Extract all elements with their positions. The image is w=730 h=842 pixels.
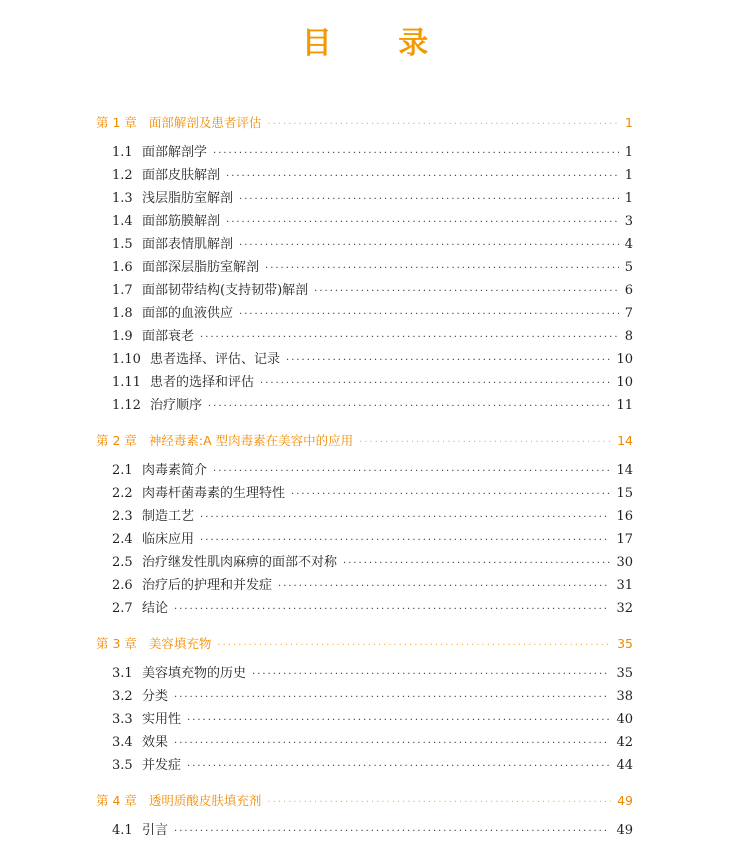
dot-leader [267,115,619,135]
entry-page-number: 42 [616,735,633,750]
entry-page-number: 14 [617,433,633,448]
entry-page-number: 30 [616,555,633,570]
entry-number: 3.2 [112,689,133,704]
dot-leader [213,144,619,164]
entry-number: 4.1 [112,823,133,838]
toc-section-entry[interactable] [112,143,633,163]
toc-section-entry[interactable] [112,507,633,527]
entry-page-number: 8 [624,329,633,344]
entry-page-number: 17 [616,532,633,547]
dot-leader [239,236,619,256]
entry-page-number: 1 [625,115,633,130]
toc-section-entry[interactable] [112,373,633,393]
entry-title: 并发症 [142,758,182,773]
dot-leader [217,636,611,656]
entry-number: 3.3 [112,712,133,727]
entry-page-number: 35 [616,666,633,681]
toc-section-entry[interactable] [112,821,633,841]
entry-title: 分类 [142,689,169,704]
dot-leader [359,433,611,453]
toc-section-entry[interactable] [112,530,633,550]
entry-number: 1.9 [112,329,133,344]
toc-section-entry[interactable] [112,576,633,596]
dot-leader [174,688,610,708]
dot-leader [174,600,610,620]
toc-section-entry[interactable] [112,710,633,730]
entry-title: 面部表情肌解剖 [142,237,234,252]
entry-number: 2.7 [112,601,133,616]
entry-number: 第 3 章 [96,636,137,651]
dot-leader [213,462,610,482]
toc-chapter-entry[interactable] [96,634,633,654]
entry-number: 1.1 [112,145,133,160]
toc-section-entry[interactable] [112,235,633,255]
dot-leader [343,554,610,574]
entry-title: 患者的选择和评估 [150,375,255,390]
entry-title: 实用性 [142,712,182,727]
entry-page-number: 44 [616,758,633,773]
dot-leader [208,397,610,417]
entry-page-number: 35 [617,636,633,651]
dot-leader [226,167,619,187]
entry-number: 1.4 [112,214,133,229]
entry-page-number: 31 [616,578,633,593]
entry-page-number: 15 [616,486,633,501]
dot-leader [267,793,611,813]
dot-leader [291,485,610,505]
dot-leader [239,190,619,210]
entry-page-number: 3 [624,214,633,229]
entry-title: 肉毒杆菌毒素的生理特性 [142,486,286,501]
toc-section-entry[interactable] [112,304,633,324]
entry-page-number: 4 [624,237,633,252]
toc-section-entry[interactable] [112,687,633,707]
entry-page-number: 14 [616,463,633,478]
dot-leader [174,734,610,754]
entry-number: 第 4 章 [96,793,137,808]
entry-title: 面部解剖及患者评估 [148,115,262,130]
entry-title: 临床应用 [142,532,195,547]
entry-page-number: 49 [616,823,633,838]
toc-section-entry[interactable] [112,327,633,347]
entry-page-number: 1 [624,168,633,183]
toc-section-entry[interactable] [112,599,633,619]
dot-leader [252,665,610,685]
entry-number: 第 1 章 [96,115,137,130]
entry-number: 第 2 章 [96,433,137,448]
entry-number: 1.11 [112,375,141,390]
entry-title: 制造工艺 [142,509,195,524]
entry-title: 结论 [142,601,169,616]
toc-section-entry[interactable] [112,396,633,416]
entry-title: 治疗继发性肌肉麻痹的面部不对称 [142,555,338,570]
entry-title: 面部深层脂肪室解剖 [142,260,260,275]
entry-number: 2.3 [112,509,133,524]
toc-section-entry[interactable] [112,664,633,684]
toc-chapter-entry[interactable] [96,431,633,451]
entry-title: 效果 [142,735,169,750]
entry-title: 浅层脂肪室解剖 [142,191,234,206]
toc-section-entry[interactable] [112,258,633,278]
entry-title: 美容填充物的历史 [142,666,247,681]
toc-section-entry[interactable] [112,212,633,232]
entry-number: 1.12 [112,398,141,413]
entry-number: 1.2 [112,168,133,183]
entry-page-number: 49 [617,793,633,808]
entry-page-number: 7 [624,306,633,321]
entry-title: 面部的血液供应 [142,306,234,321]
entry-number: 1.8 [112,306,133,321]
entry-number: 1.5 [112,237,133,252]
entry-number: 2.4 [112,532,133,547]
dot-leader [200,508,610,528]
dot-leader [260,374,610,394]
dot-leader [200,531,610,551]
entry-number: 1.6 [112,260,133,275]
dot-leader [187,711,610,731]
entry-title: 面部韧带结构(支持韧带)解剖 [142,283,309,298]
entry-title: 透明质酸皮肤填充剂 [148,793,262,808]
toc-section-entry[interactable] [112,484,633,504]
entry-number: 3.5 [112,758,133,773]
entry-page-number: 40 [616,712,633,727]
entry-number: 2.1 [112,463,133,478]
toc-section-entry[interactable] [112,756,633,776]
entry-number: 1.10 [112,352,141,367]
entry-title: 面部解剖学 [142,145,208,160]
dot-leader [174,822,610,842]
entry-title: 面部衰老 [142,329,195,344]
entry-page-number: 1 [624,191,633,206]
dot-leader [314,282,619,302]
dot-leader [239,305,619,325]
entry-title: 肉毒素简介 [142,463,208,478]
entry-page-number: 10 [616,375,633,390]
entry-number: 2.2 [112,486,133,501]
entry-title: 患者选择、评估、记录 [150,352,281,367]
entry-number: 1.3 [112,191,133,206]
entry-title: 面部筋膜解剖 [142,214,221,229]
toc-chapter-entry[interactable] [96,113,633,133]
entry-page-number: 32 [616,601,633,616]
entry-page-number: 38 [616,689,633,704]
entry-title: 美容填充物 [148,636,212,651]
dot-leader [265,259,619,279]
dot-leader [200,328,619,348]
entry-number: 3.1 [112,666,133,681]
entry-page-number: 5 [624,260,633,275]
entry-page-number: 16 [616,509,633,524]
dot-leader [226,213,619,233]
entry-title: 治疗顺序 [150,398,203,413]
entry-number: 2.5 [112,555,133,570]
entry-page-number: 6 [624,283,633,298]
page-title: 目 录 [301,26,457,61]
entry-number: 3.4 [112,735,133,750]
entry-title: 引言 [142,823,169,838]
entry-title: 治疗后的护理和并发症 [142,578,273,593]
toc-section-entry[interactable] [112,461,633,481]
toc-section-entry[interactable] [112,553,633,573]
entry-number: 2.6 [112,578,133,593]
entry-title: 面部皮肤解剖 [142,168,221,183]
entry-page-number: 11 [616,398,633,413]
entry-number: 1.7 [112,283,133,298]
toc-section-entry[interactable] [112,166,633,186]
toc-section-entry[interactable] [112,281,633,301]
toc-chapter-entry[interactable] [96,791,633,811]
toc-section-entry[interactable] [112,350,633,370]
entry-title: 神经毒素:A 型肉毒素在美容中的应用 [148,433,354,448]
entry-page-number: 1 [624,145,633,160]
dot-leader [286,351,610,371]
toc-section-entry[interactable] [112,189,633,209]
dot-leader [187,757,610,777]
toc-section-entry[interactable] [112,733,633,753]
entry-page-number: 10 [616,352,633,367]
dot-leader [278,577,610,597]
